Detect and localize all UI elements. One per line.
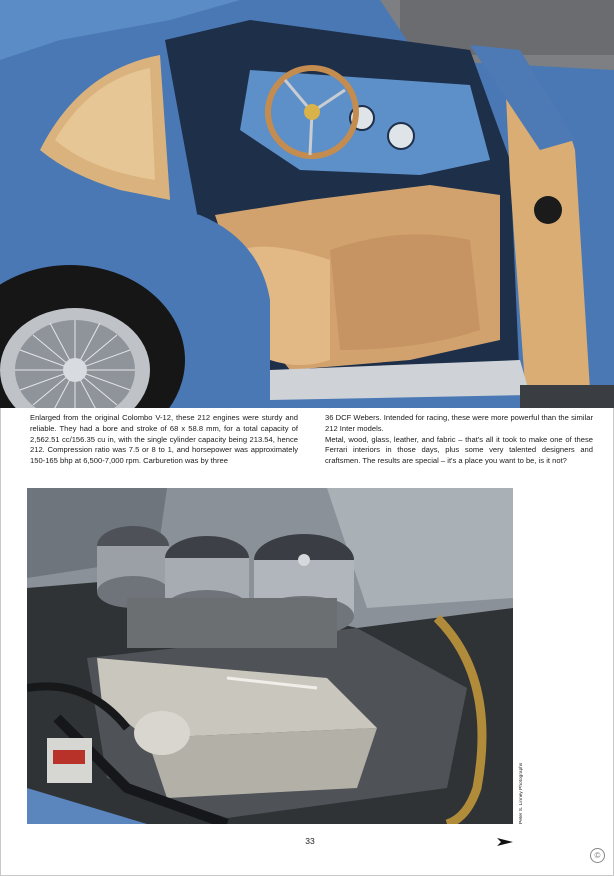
body-text: Enlarged from the original Colombo V-12, these 212 engines were sturdy and reliable. They had a bore and stroke of 68 x 58.8 mm, for a total capacity of 2,562.51 cc/156.35 cu in, with the single cylinder capacity being 213.54, hence 212. Compression ratio was 7.5 or 8 to 1, and horsepower was approximately 150-165 bhp at 6,500-7,000 rpm. Carburetion was by three (30, 413, 298, 466)
body-text: Metal, wood, glass, leather, and fabric – that's all it took to make one of these Ferrari interiors in those days, plus some very talented designers and craftsmen. The results are special – it's a place you want to be, is it not? (325, 434, 593, 466)
car-interior-photo (0, 0, 614, 408)
air-filter-1 (97, 526, 169, 608)
engine-bay-photo (27, 488, 513, 824)
article-column-left (30, 413, 298, 467)
body-text: 36 DCF Webers. Intended for racing, these were more powerful than the similar 212 Inter models. (325, 413, 593, 433)
copyright-icon: © (590, 848, 605, 863)
arrow-right-icon (497, 834, 513, 844)
article-column-right (325, 413, 593, 467)
photo-credit-text: Peter S. Linney Photographs (519, 762, 524, 824)
page-number: 33 (305, 836, 315, 846)
photo-credit (512, 752, 526, 824)
